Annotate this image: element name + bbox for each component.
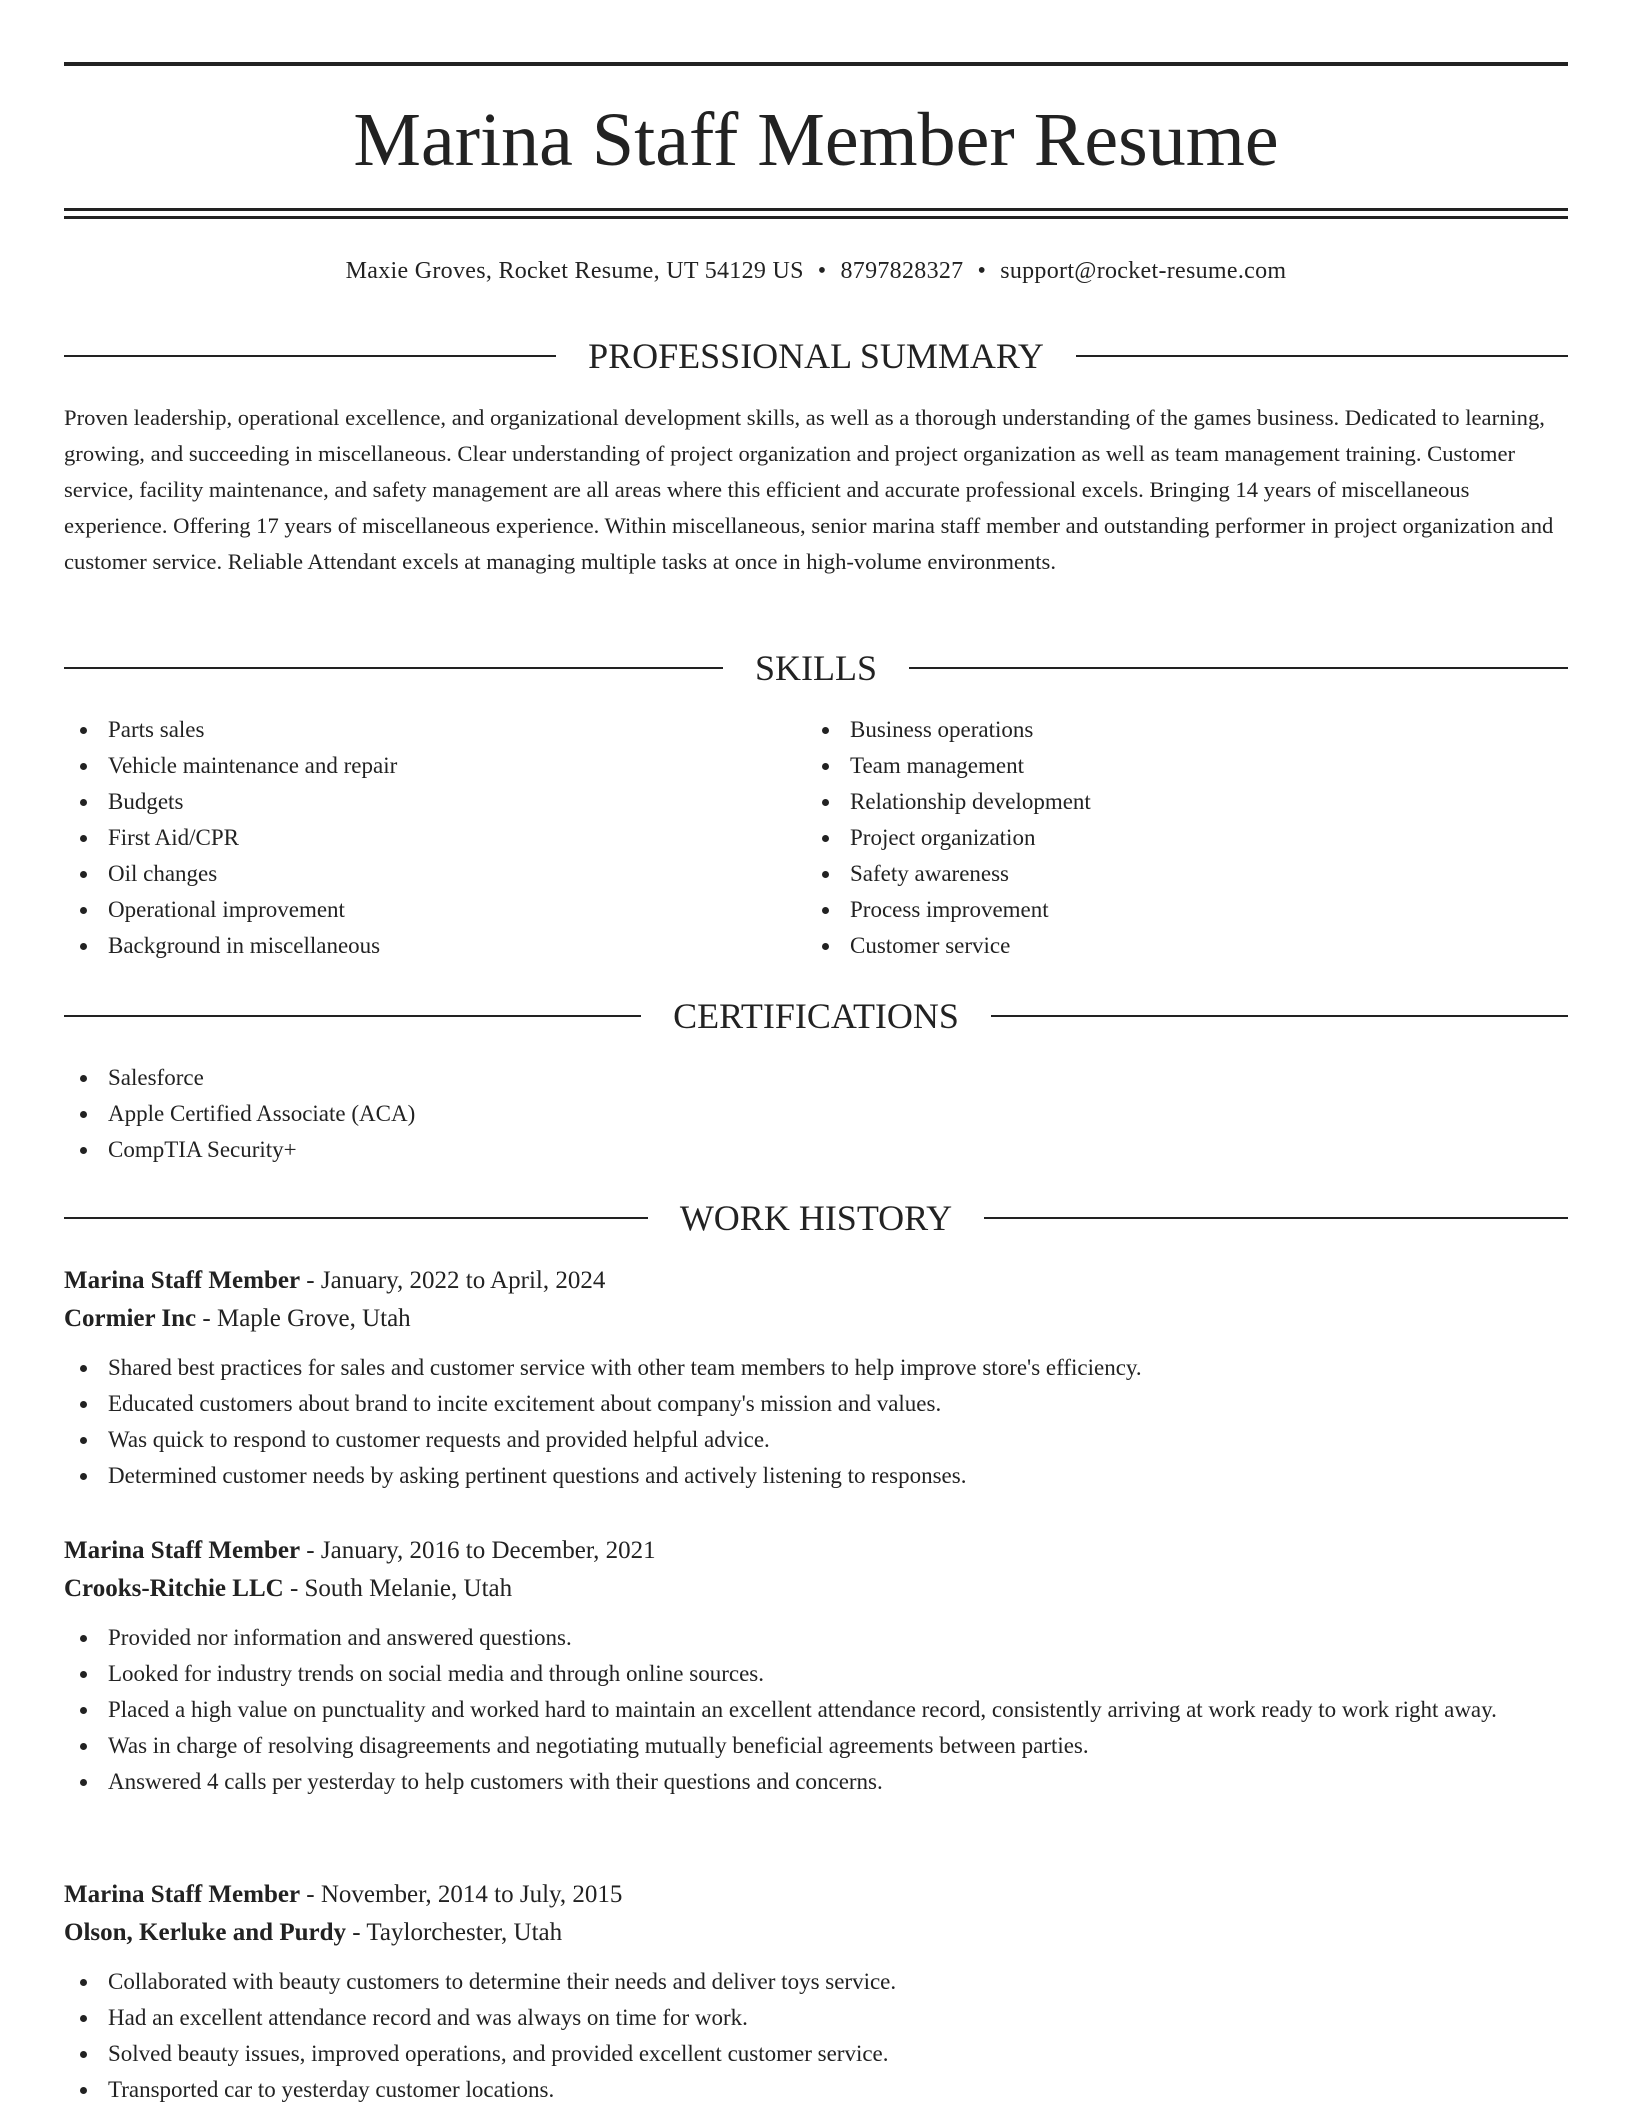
- heading-rule-right: [1076, 355, 1568, 357]
- job-title-line: [64, 1262, 1568, 1300]
- contact-separator: •: [817, 258, 827, 284]
- title-rule-lower: [64, 216, 1568, 219]
- job-entry: [64, 1262, 1568, 1494]
- job-bullet: Solved beauty issues, improved operations, and provided excellent customer service.: [64, 2036, 1568, 2072]
- section-title: CERTIFICATIONS: [673, 996, 959, 1036]
- skill-item: Business operations: [806, 712, 1568, 748]
- certification-item: Apple Certified Associate (ACA): [64, 1096, 1568, 1132]
- contact-line: [64, 254, 1568, 288]
- skills-list-left: [64, 712, 804, 964]
- contact-address: Maxie Groves, Rocket Resume, UT 54129 US: [345, 258, 804, 284]
- skill-item: Project organization: [806, 820, 1568, 856]
- certification-item: Salesforce: [64, 1060, 1568, 1096]
- section-title: PROFESSIONAL SUMMARY: [588, 336, 1044, 376]
- job-entry: [64, 1532, 1568, 1800]
- job-bullets: [64, 1620, 1568, 1800]
- job-entry: [64, 1876, 1568, 2108]
- skill-item: Customer service: [806, 928, 1568, 964]
- skill-item: Safety awareness: [806, 856, 1568, 892]
- job-company: Cormier Inc: [64, 1305, 197, 1332]
- section-title: WORK HISTORY: [679, 1198, 953, 1238]
- job-company-line: [64, 1570, 1568, 1608]
- certification-item: CompTIA Security+: [64, 1132, 1568, 1168]
- job-bullet: Educated customers about brand to incite excitement about company's mission and values.: [64, 1386, 1568, 1422]
- heading-rule-left: [64, 1015, 641, 1017]
- skill-item: Team management: [806, 748, 1568, 784]
- job-bullet: Had an excellent attendance record and was always on time for work.: [64, 2000, 1568, 2036]
- job-location: - Taylorchester, Utah: [346, 1919, 563, 1946]
- job-company-line: [64, 1914, 1568, 1952]
- job-bullet: Determined customer needs by asking pertinent questions and actively listening to responses.: [64, 1458, 1568, 1494]
- job-title: Marina Staff Member: [64, 1881, 301, 1908]
- skill-item: Process improvement: [806, 892, 1568, 928]
- job-bullets: [64, 1350, 1568, 1494]
- job-title-line: [64, 1876, 1568, 1914]
- job-company: Crooks-Ritchie LLC: [64, 1575, 284, 1602]
- skill-item: Background in miscellaneous: [64, 928, 804, 964]
- job-bullet: Collaborated with beauty customers to determine their needs and deliver toys service.: [64, 1964, 1568, 2000]
- section-heading-summary: [64, 334, 1568, 378]
- contact-phone: 8797828327: [840, 258, 964, 284]
- job-bullet: Was in charge of resolving disagreements and negotiating mutually beneficial agreements between parties.: [64, 1728, 1568, 1764]
- heading-rule-left: [64, 1217, 648, 1219]
- job-bullets: [64, 1964, 1568, 2108]
- job-dates: - January, 2016 to December, 2021: [300, 1537, 656, 1564]
- job-dates: - January, 2022 to April, 2024: [300, 1267, 606, 1294]
- skill-item: Vehicle maintenance and repair: [64, 748, 804, 784]
- job-title: Marina Staff Member: [64, 1267, 301, 1294]
- top-rule: [64, 62, 1568, 66]
- job-title-line: [64, 1532, 1568, 1570]
- skill-item: Parts sales: [64, 712, 804, 748]
- skill-item: Operational improvement: [64, 892, 804, 928]
- job-bullet: Transported car to yesterday customer locations.: [64, 2072, 1568, 2108]
- skill-item: Oil changes: [64, 856, 804, 892]
- job-bullet: Provided nor information and answered questions.: [64, 1620, 1568, 1656]
- job-bullet: Looked for industry trends on social media and through online sources.: [64, 1656, 1568, 1692]
- job-company: Olson, Kerluke and Purdy: [64, 1919, 346, 1946]
- heading-rule-right: [909, 667, 1568, 669]
- section-heading-skills: [64, 646, 1568, 690]
- job-bullet: Placed a high value on punctuality and worked hard to maintain an excellent attendance record, consistently arriving at work ready to work right away.: [64, 1692, 1568, 1728]
- job-company-line: [64, 1300, 1568, 1338]
- contact-email: support@rocket-resume.com: [1000, 258, 1287, 284]
- skill-item: Relationship development: [806, 784, 1568, 820]
- skills-list-right: [806, 712, 1568, 964]
- skill-item: First Aid/CPR: [64, 820, 804, 856]
- summary-text: Proven leadership, operational excellence, and organizational development skills, as well as a thorough understanding of the games business. Dedicated to learning, growing, and succeeding in miscellaneous. Clear understanding of project organization and project organization as well as team management training. Customer service, facility maintenance, and safety management are all areas where this efficient and accurate professional excels. Bringing 14 years of miscellaneous experience. Offering 17 years of miscellaneous experience. Within miscellaneous, senior marina staff member and outstanding performer in project organization and customer service. Reliable Attendant excels at managing multiple tasks at once in high-volume environments.: [64, 405, 1554, 574]
- job-bullet: Answered 4 calls per yesterday to help customers with their questions and concerns.: [64, 1764, 1568, 1800]
- job-bullet: Shared best practices for sales and customer service with other team members to help improve store's efficiency.: [64, 1350, 1568, 1386]
- section-heading-work-history: [64, 1196, 1568, 1240]
- job-location: - South Melanie, Utah: [283, 1575, 513, 1602]
- title-rule-upper: [64, 208, 1568, 211]
- section-title: SKILLS: [755, 648, 878, 688]
- section-heading-certifications: [64, 994, 1568, 1038]
- heading-rule-left: [64, 667, 723, 669]
- job-bullet: Was quick to respond to customer requests and provided helpful advice.: [64, 1422, 1568, 1458]
- job-location: - Maple Grove, Utah: [196, 1305, 411, 1332]
- page-title: Marina Staff Member Resume: [353, 98, 1279, 182]
- heading-rule-right: [984, 1217, 1568, 1219]
- certifications-list: [64, 1060, 1568, 1168]
- contact-separator: •: [977, 258, 987, 284]
- skill-item: Budgets: [64, 784, 804, 820]
- job-dates: - November, 2014 to July, 2015: [300, 1881, 623, 1908]
- heading-rule-left: [64, 355, 556, 357]
- heading-rule-right: [991, 1015, 1568, 1017]
- job-title: Marina Staff Member: [64, 1537, 301, 1564]
